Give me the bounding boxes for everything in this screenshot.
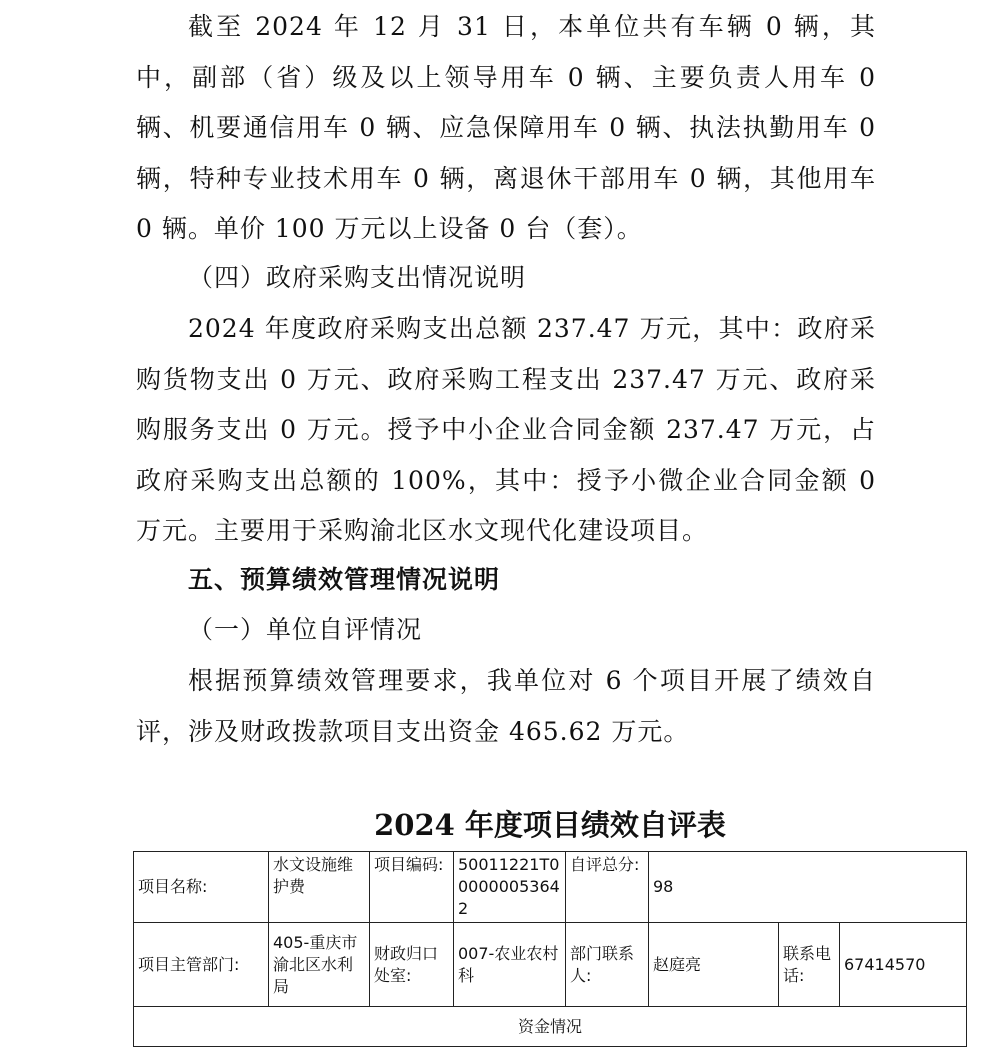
performance-eval-table: [133, 851, 967, 1047]
finance-office-value: 007-农业农村科: [454, 923, 566, 1007]
table-title: 2024 年度项目绩效自评表: [374, 808, 726, 842]
table-row: [134, 852, 967, 923]
contact-label: 部门联系人:: [566, 923, 649, 1007]
project-code-value: 50011221T000000053642: [454, 852, 566, 923]
section-five-heading: 五、预算绩效管理情况说明: [188, 565, 501, 594]
dept-value: 405-重庆市渝北区水利局: [269, 923, 370, 1007]
table-row: [134, 923, 967, 1007]
phone-value: 67414570: [840, 923, 967, 1007]
self-eval-paragraph: 根据预算绩效管理要求，我单位对 6 个项目开展了绩效自评，涉及财政拨款项目支出资金 465.62 万元。: [136, 666, 876, 746]
table-row: [134, 1007, 967, 1047]
project-name-value: 水文设施维护费: [269, 852, 370, 923]
project-name-label: 项目名称:: [134, 852, 269, 923]
self-eval-heading: （一）单位自评情况: [188, 615, 423, 644]
contact-value: 赵庭亮: [649, 923, 779, 1007]
finance-office-label: 财政归口处室:: [370, 923, 454, 1007]
dept-label: 项目主管部门:: [134, 923, 269, 1007]
phone-label: 联系电话:: [779, 923, 840, 1007]
procurement-paragraph: 2024 年度政府采购支出总额 237.47 万元，其中：政府采购货物支出 0 万元、政府采购工程支出 237.47 万元、政府采购服务支出 0 万元。授予中小企业合同金额 237.47 万元，占政府采购支出总额的 100%，其中：授予小微企业合同金额 0 万元。主要用于采购渝北区水文现代化建设项目。: [136, 314, 876, 545]
score-value: 98: [649, 852, 967, 923]
funding-header: 资金情况: [134, 1007, 967, 1047]
procurement-heading: （四）政府采购支出情况说明: [188, 263, 527, 292]
vehicle-paragraph: 截至 2024 年 12 月 31 日，本单位共有车辆 0 辆，其中，副部（省）级及以上领导用车 0 辆、主要负责人用车 0 辆、机要通信用车 0 辆、应急保障用车 0 辆、执法执勤用车 0 辆，特种专业技术用车 0 辆，离退休干部用车 0 辆，其他用车 0 辆。单价 100 万元以上设备 0 台（套）。: [136, 12, 876, 243]
project-code-label: 项目编码:: [370, 852, 454, 923]
score-label: 自评总分:: [566, 852, 649, 923]
